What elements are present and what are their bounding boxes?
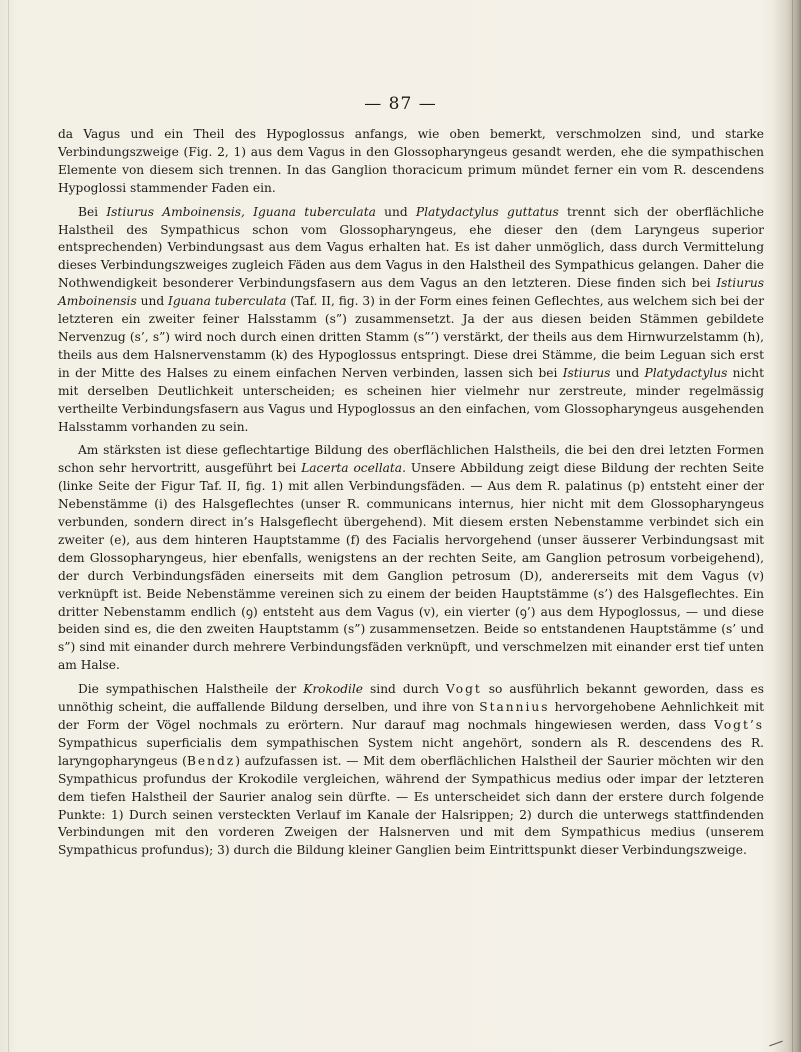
text-run: da Vagus und ein Theil des Hypoglossus anfangs, wie oben bemerkt, verschmolzen sind, und starke Verbindungszweige (Fig. 2, 1) aus dem Vagus in den Glossopharyngeus gesandt werden, ehe die sympathischen Elemente von diesem sich trennen. In das Ganglion thoracicum primum mündet ferner ein vom R. descendens Hypoglossi stammender Faden ein. xyxy=(58,127,764,195)
text-run: sind durch xyxy=(363,682,447,697)
text-run: Die sympathischen Halstheile der xyxy=(78,682,304,697)
paragraph xyxy=(58,681,764,860)
text-run: nicht mit derselben Deutlichkeit unterscheiden; es scheinen hier vielmehr nur zerstreute, minder regelmässig vertheilte Verbindungsfasern aus Vagus und Hypoglossus an den einfachen, vom Glossopharyngeus ausgehenden Halsstamm vorhanden zu sein. xyxy=(58,365,764,434)
book-spine-line xyxy=(792,0,793,1052)
text-run: und xyxy=(610,365,645,380)
italic-term: Istiurus xyxy=(562,365,611,380)
text-run: (Taf. II, fig. 3) in der Form eines feinen Geflechtes, aus welchem sich bei der letzteren ein zweiter feiner Halsstamm (s”) zusammensetzt. Ja der aus diesen beiden Stämmen gebildete Nervenzug (s’, s”) wird noch durch einen dritten Stamm (s”’) verstärkt, der theils aus dem Hirnwurzelstamm (h), theils aus dem Halsnervenstamm (k) des Hypoglossus entspringt. Diese drei Stämme, die beim Leguan sich erst in der Mitte des Halses zu einem einfachen Nerven verbinden, lassen sich bei xyxy=(58,294,765,380)
italic-term: Platydactylus guttatus xyxy=(415,204,559,219)
page-number: — 87 — xyxy=(364,94,437,114)
author-name: Vogt xyxy=(446,682,482,697)
text-run: und xyxy=(136,294,169,309)
text-run: trennt sich der oberflächliche Halstheil des Sympathicus schon vom Glossopharyngeus, ehe dieser den (dem Laryngeus superior entsprechenden) Verbindungsast aus dem Vagus erhalten hat. Es ist daher unmöglich, dass durch Vermittelung dieses Verbindungszweiges zugleich Fäden aus dem Vagus in den Halstheil des Sympathicus gelangen. Daher die Nothwendigkeit besonderer Verbindungsfasern aus dem Vagus an den letzteren. Diese finden sich bei xyxy=(58,204,764,291)
page-left-edge xyxy=(8,0,9,1052)
text-run: Bei xyxy=(78,204,107,219)
body-text xyxy=(58,126,764,866)
author-name: Bendz xyxy=(186,753,236,768)
text-run: Sympathicus superficialis dem sympathischen System nicht angehört, sondern als R. descendens des R. laryngopharyngeus ( xyxy=(58,735,764,768)
paragraph xyxy=(58,442,764,675)
italic-term: Iguana tuberculata xyxy=(168,294,287,309)
italic-term: Istiurus Amboinensis, Iguana tuberculata xyxy=(106,204,376,219)
author-name: Vogt’s xyxy=(714,718,764,732)
text-run: Unsere Abbildung zeigt diese Bildung der rechten Seite (linke Seite der Figur Taf. II, fig. 1) mit allen Verbindungsfäden. — Aus dem R. palatinus (p) entsteht einer der Nebenstämme (i) des Halsgeflechtes (unser R. communicans internus, hier nicht mit dem Glossopharyngeus verbunden, sondern direct in’s Halsgeflecht übergehend). Mit diesem ersten Nebenstamme verbindet sich ein zweiter (e), aus dem hinteren Hauptstamme (f) des Facialis hervorgehend (unser äusserer Verbindungsast mit dem Glossopharyngeus, hier ebenfalls, wenigstens an der rechten Seite, am Ganglion petrosum vorbeigehend), der durch Verbindungsfäden einerseits mit dem Ganglion petrosum (D), andererseits mit dem Vagus (v) verknüpft ist. Beide Nebenstämme vereinen sich zu einem der beiden Hauptstämme (s’) des Halsgeflechtes. Ein dritter Nebenstamm endlich (ꝯ) entsteht aus dem Vagus (v), ein vierter (ꝯ’) aus dem Hypoglossus, — und diese beiden sind es, die den zweiten Hauptstamm (s”) zusammensetzen. Beide so entstandenen Hauptstämme (s’ und s”) sind mit einander durch mehrere Verbindungsfäden verknüpft, und verschmelzen mit einander erst tief unten am Halse. xyxy=(58,461,764,673)
italic-term: Lacerta ocellata. xyxy=(301,461,406,476)
italic-term: Platydactylus xyxy=(644,365,728,380)
book-spine-shadow xyxy=(773,0,801,1052)
text-run: so ausführlich bekannt geworden, dass es unnöthig scheint, die auffallende Bildung derselben, und ihre von xyxy=(58,682,764,715)
paragraph xyxy=(58,204,764,437)
text-run: hervorgehobene Aehnlichkeit mit der Form der Vögel nochmals zu erörtern. Nur darauf mag nochmals hingewiesen werden, dass xyxy=(58,700,764,732)
italic-term: Krokodile xyxy=(303,682,364,697)
italic-term: Istiurus Amboinensis xyxy=(58,276,764,309)
text-run: und xyxy=(375,204,416,219)
paragraph xyxy=(58,126,764,198)
text-run: ) aufzufassen ist. — Mit dem oberflächlichen Halstheil der Saurier möchten wir den Sympathicus profundus der Krokodile vergleichen, während der Sympathicus medius oder impar der letzteren dem tiefen Halstheil der Saurier analog sein dürfte. — Es unterscheidet sich dann der erstere durch folgende Punkte: 1) Durch seinen versteckten Verlauf im Kanale der Halsrippen; 2) durch die unterwegs stattfindenden Verbindungen mit den vorderen Zweigen der Halsnerven und mit dem Sympathicus medius (unserem Sympathicus profundus); 3) durch die Bildung kleiner Ganglien beim Eintrittspunkt dieser Verbindungszweige. xyxy=(58,753,764,858)
text-run: Am stärksten ist diese geflechtartige Bildung des oberflächlichen Halstheils, die bei den drei letzten Formen schon sehr hervortritt, ausgeführt bei xyxy=(58,443,764,476)
author-name: Stannius xyxy=(479,700,550,715)
